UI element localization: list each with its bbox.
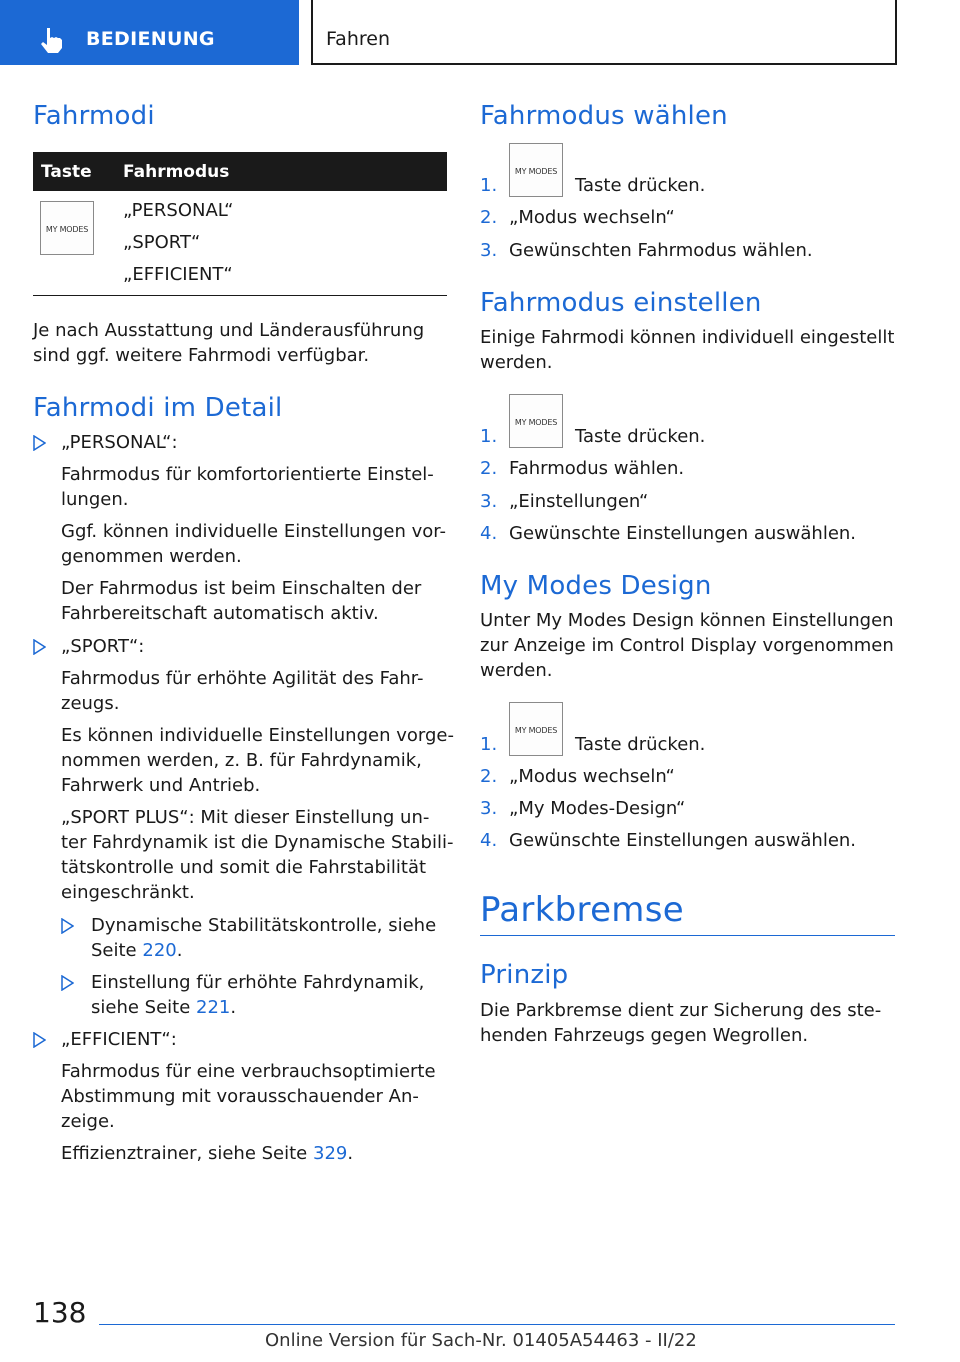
table-header: [33, 152, 447, 191]
personal-line: lungen.: [61, 489, 129, 510]
step-text: Taste drücken.: [575, 734, 706, 755]
efficient-line: Fahrmodus für eine verbrauchsoptimierte: [61, 1061, 436, 1082]
page-link-221[interactable]: 221: [196, 997, 231, 1018]
step-text: „My Modes-Design“: [509, 798, 686, 819]
personal-line: genommen werden.: [61, 546, 242, 567]
footer-online-version: Online Version für Sach-Nr. 01405A54463 - II/22: [265, 1330, 697, 1351]
sport-line: zeugs.: [61, 693, 120, 714]
step-text: „Modus wechseln“: [509, 207, 675, 228]
personal-line: Fahrbereitschaft automatisch aktiv.: [61, 603, 379, 624]
step-text: Fahrmodus wählen.: [509, 458, 685, 479]
step-number: 2.: [480, 766, 498, 787]
section-title-fahrmodi: Fahrmodi: [33, 101, 155, 131]
personal-line: Der Fahrmodus ist beim Einschalten der: [61, 578, 422, 599]
chapter-title: Fahren: [326, 28, 390, 50]
step-text: Gewünschte Einstellungen auswählen.: [509, 830, 857, 851]
personal-line: Ggf. können individuelle Einstellungen vor-: [61, 521, 447, 542]
step-text: Gewünschten Fahrmodus wählen.: [509, 240, 813, 261]
step-number: 2.: [480, 207, 498, 228]
step-number: 1.: [480, 426, 498, 447]
section-title-design: My Modes Design: [480, 571, 712, 601]
sport-sub-item-ref: siehe Seite 221.: [91, 997, 237, 1018]
adjust-intro: Einige Fahrmodi können individuell eingestellt: [480, 327, 895, 348]
step-number: 4.: [480, 830, 498, 851]
sport-line: eingeschränkt.: [61, 882, 195, 903]
section-label: BEDIENUNG: [86, 28, 215, 50]
page-link-220[interactable]: 220: [142, 940, 177, 961]
efficient-heading: „EFFICIENT“:: [61, 1029, 177, 1050]
step-number: 1.: [480, 175, 498, 196]
table-col-fahrmodus: Fahrmodus: [123, 162, 230, 182]
step-text: Gewünschte Einstellungen auswählen.: [509, 523, 857, 544]
sport-line: Fahrwerk und Antrieb.: [61, 775, 261, 796]
page-number: 138: [33, 1296, 87, 1329]
efficient-line: Abstimmung mit vorausschauender An-: [61, 1086, 419, 1107]
table-bottom-rule: [33, 295, 447, 296]
step-number: 1.: [480, 734, 498, 755]
bullet-triangle-icon: [61, 975, 74, 991]
design-intro: zur Anzeige im Control Display vorgenommen: [480, 635, 894, 656]
sport-line: tätskontrolle und somit die Fahrstabilität: [61, 857, 427, 878]
personal-line: Fahrmodus für komfortorientierte Einstel-: [61, 464, 434, 485]
hand-pointer-icon: [38, 26, 66, 54]
sport-sub-item-ref: Seite 220.: [91, 940, 183, 961]
step-number: 3.: [480, 798, 498, 819]
section-title-select: Fahrmodus wählen: [480, 101, 728, 131]
intro-line: sind ggf. weitere Fahrmodi verfügbar.: [33, 345, 370, 366]
my-modes-button-icon: MY MODES: [509, 143, 563, 197]
design-intro: werden.: [480, 660, 553, 681]
principle-text: Die Parkbremse dient zur Sicherung des ste-: [480, 1000, 882, 1021]
principle-text: henden Fahrzeugs gegen Wegrollen.: [480, 1025, 809, 1046]
intro-line: Je nach Ausstattung und Länderausführung: [33, 320, 425, 341]
bullet-triangle-icon: [33, 435, 46, 451]
my-modes-button-icon: MY MODES: [509, 702, 563, 756]
chapter-header: [311, 0, 897, 65]
adjust-intro: werden.: [480, 352, 553, 373]
bullet-triangle-icon: [61, 918, 74, 934]
step-number: 3.: [480, 491, 498, 512]
table-col-taste: Taste: [41, 162, 92, 182]
sport-sub-item: Einstellung für erhöhte Fahrdynamik,: [91, 972, 425, 993]
bullet-triangle-icon: [33, 1032, 46, 1048]
sport-line: Fahrmodus für erhöhte Agilität des Fahr-: [61, 668, 424, 689]
bullet-triangle-icon: [33, 639, 46, 655]
sport-line: „SPORT PLUS“: Mit dieser Einstellung un-: [61, 807, 430, 828]
page-link-329[interactable]: 329: [313, 1143, 348, 1164]
step-number: 2.: [480, 458, 498, 479]
step-number: 4.: [480, 523, 498, 544]
step-number: 3.: [480, 240, 498, 261]
step-text: Taste drücken.: [575, 426, 706, 447]
mode-efficient: „EFFICIENT“: [123, 264, 233, 285]
sport-line: ter Fahrdynamik ist die Dynamische Stabili-: [61, 832, 454, 853]
section-title-adjust: Fahrmodus einstellen: [480, 288, 762, 318]
section-title-principle: Prinzip: [480, 960, 569, 990]
section-title-detail: Fahrmodi im Detail: [33, 393, 283, 423]
personal-heading: „PERSONAL“:: [61, 432, 178, 453]
footer-rule: [99, 1324, 895, 1325]
mode-personal: „PERSONAL“: [123, 200, 234, 221]
design-intro: Unter My Modes Design können Einstellungen: [480, 610, 894, 631]
chapter-title-parkbremse: Parkbremse: [480, 890, 684, 930]
sport-heading: „SPORT“:: [61, 636, 145, 657]
my-modes-button-icon: MY MODES: [40, 201, 94, 255]
efficient-line: zeige.: [61, 1111, 115, 1132]
my-modes-button-icon: MY MODES: [509, 394, 563, 448]
step-text: Taste drücken.: [575, 175, 706, 196]
sport-line: nommen werden, z. B. für Fahrdynamik,: [61, 750, 422, 771]
sport-sub-item: Dynamische Stabilitätskontrolle, siehe: [91, 915, 437, 936]
efficient-ref: Effizienztrainer, siehe Seite 329.: [61, 1143, 354, 1164]
chapter-rule: [480, 935, 895, 936]
sport-line: Es können individuelle Einstellungen vorge-: [61, 725, 454, 746]
mode-sport: „SPORT“: [123, 232, 201, 253]
step-text: „Einstellungen“: [509, 491, 649, 512]
step-text: „Modus wechseln“: [509, 766, 675, 787]
